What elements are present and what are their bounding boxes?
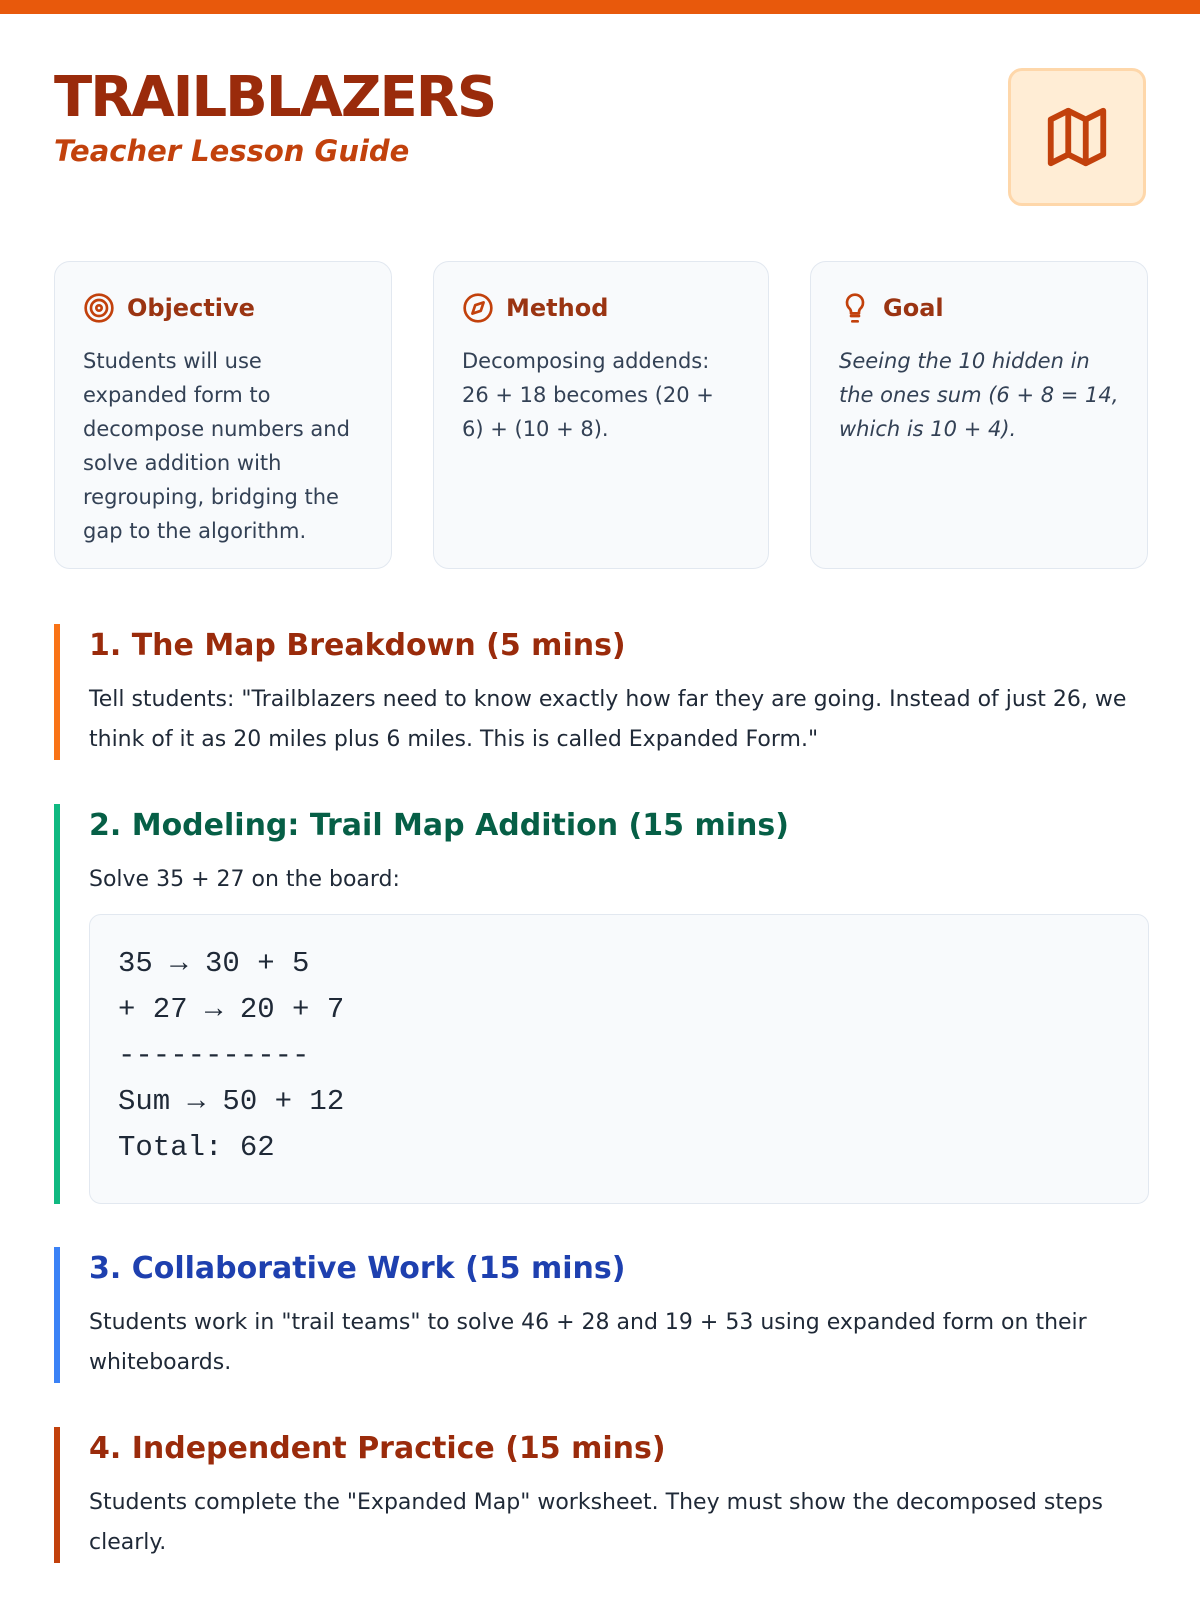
code-line: + 27 → 20 + 7 [118, 993, 345, 1026]
section-4-text: Students complete the "Expanded Map" worksheet. They must show the decomposed steps clearly. [89, 1490, 1103, 1555]
logo-badge [1008, 68, 1146, 206]
section-1-text: Tell students: "Trailblazers need to know exactly how far they are going. Instead of just 26, we think of it as 20 miles plus 6 miles. This is called Expanded Form." [89, 687, 1127, 752]
goal-card [810, 261, 1148, 569]
map-icon [1042, 102, 1112, 172]
section-3-text: Students work in "trail teams" to solve 46 + 28 and 19 + 53 using expanded form on their whiteboards. [89, 1310, 1087, 1375]
objective-text: Students will use expanded form to decompose numbers and solve addition with regrouping, bridging the gap to the algorithm. [83, 349, 350, 543]
objective-title: Objective [127, 294, 255, 322]
goal-text: Seeing the 10 hidden in the ones sum (6 + 8 = 14, which is 10 + 4). [839, 349, 1119, 441]
section-4-title: 4. Independent Practice (15 mins) [89, 1431, 666, 1466]
section-2-title: 2. Modeling: Trail Map Addition (15 mins) [89, 808, 789, 843]
goal-card-header [839, 292, 1121, 324]
section-3-title: 3. Collaborative Work (15 mins) [89, 1251, 626, 1286]
section-modeling [54, 804, 1148, 1204]
section-collaborative [54, 1247, 1148, 1383]
code-line: 35 → 30 + 5 [118, 947, 310, 980]
objective-card-header [83, 292, 365, 324]
objective-card [54, 261, 392, 569]
section-independent [54, 1427, 1148, 1563]
code-line: Total: 62 [118, 1131, 275, 1164]
method-title: Method [506, 294, 609, 322]
brand-header [54, 65, 496, 168]
page-subtitle: Teacher Lesson Guide [54, 134, 410, 168]
method-text: Decomposing addends: 26 + 18 becomes (20 + 6) + (10 + 8). [462, 349, 714, 441]
code-line: Sum → 50 + 12 [118, 1085, 345, 1118]
lightbulb-icon [839, 292, 871, 324]
worked-example-block [89, 914, 1149, 1204]
code-line: ----------- [118, 1039, 310, 1072]
method-card [433, 261, 769, 569]
section-map-breakdown [54, 624, 1148, 760]
section-2-text: Solve 35 + 27 on the board: [89, 867, 400, 892]
target-icon [83, 292, 115, 324]
goal-title: Goal [883, 294, 944, 322]
top-accent-bar [0, 0, 1200, 14]
section-1-title: 1. The Map Breakdown (5 mins) [89, 628, 626, 663]
method-card-header [462, 292, 742, 324]
compass-icon [462, 292, 494, 324]
page-title: TRAILBLAZERS [54, 65, 496, 130]
